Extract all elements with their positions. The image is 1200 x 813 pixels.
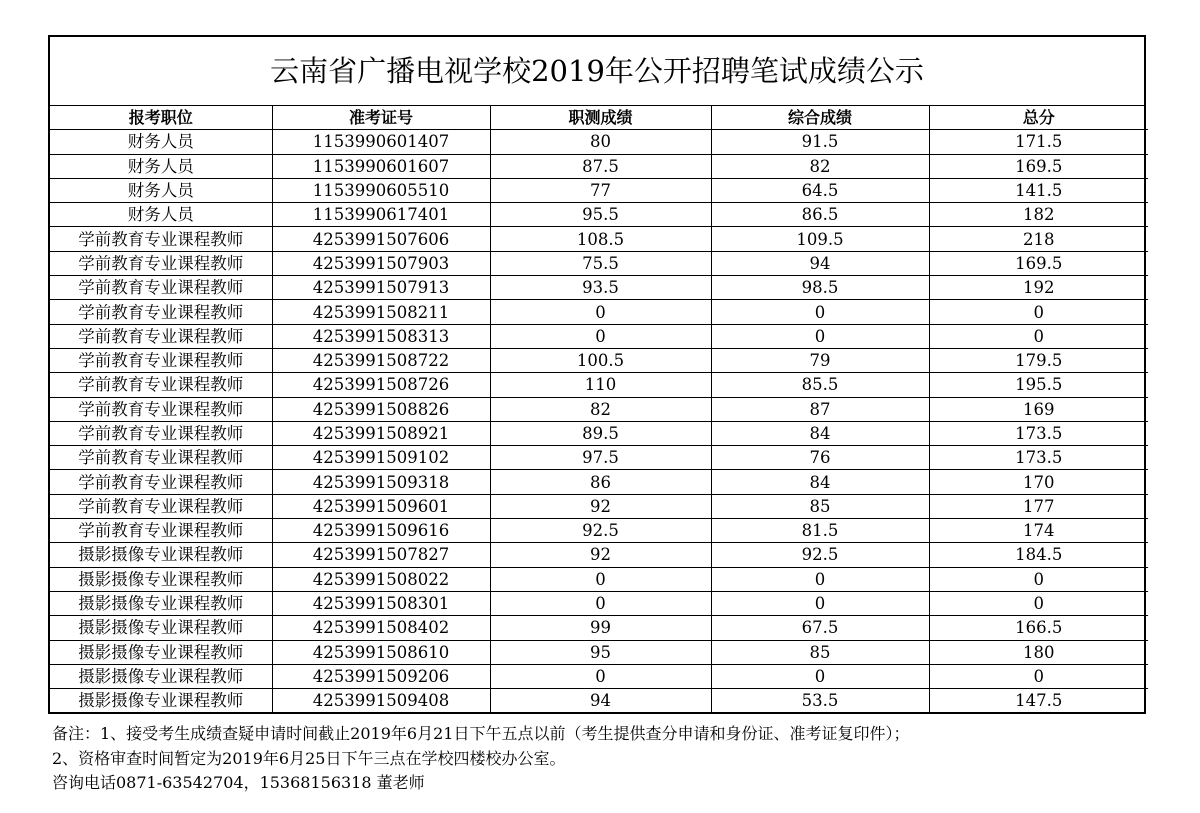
- table-row: [50, 446, 1148, 470]
- cell-position: 学前教育专业课程教师: [50, 519, 272, 543]
- cell-comprehensive-score: 85.5: [711, 373, 929, 397]
- cell-total-score: 0: [929, 324, 1148, 348]
- cell-aptitude-score: 0: [490, 664, 711, 688]
- cell-total-score: 141.5: [929, 178, 1148, 202]
- cell-aptitude-score: 95.5: [490, 203, 711, 227]
- cell-comprehensive-score: 84: [711, 421, 929, 445]
- cell-comprehensive-score: 82: [711, 154, 929, 178]
- cell-aptitude-score: 100.5: [490, 348, 711, 372]
- table-row: [50, 227, 1148, 251]
- table-row: [50, 640, 1148, 664]
- table-row: [50, 276, 1148, 300]
- cell-aptitude-score: 77: [490, 178, 711, 202]
- cell-total-score: 218: [929, 227, 1148, 251]
- cell-exam-id: 4253991509408: [272, 689, 490, 713]
- cell-exam-id: 4253991507903: [272, 251, 490, 275]
- cell-position: 摄影摄像专业课程教师: [50, 567, 272, 591]
- header-position: 报考职位: [50, 106, 272, 130]
- table-row: [50, 203, 1148, 227]
- table-row: [50, 397, 1148, 421]
- cell-position: 学前教育专业课程教师: [50, 324, 272, 348]
- cell-position: 摄影摄像专业课程教师: [50, 664, 272, 688]
- cell-total-score: 169.5: [929, 251, 1148, 275]
- cell-exam-id: 4253991508022: [272, 567, 490, 591]
- cell-aptitude-score: 0: [490, 591, 711, 615]
- cell-position: 学前教育专业课程教师: [50, 373, 272, 397]
- cell-aptitude-score: 93.5: [490, 276, 711, 300]
- cell-comprehensive-score: 81.5: [711, 519, 929, 543]
- cell-position: 学前教育专业课程教师: [50, 276, 272, 300]
- cell-position: 学前教育专业课程教师: [50, 300, 272, 324]
- cell-exam-id: 4253991509601: [272, 494, 490, 518]
- cell-comprehensive-score: 76: [711, 446, 929, 470]
- cell-position: 学前教育专业课程教师: [50, 227, 272, 251]
- contact-line: 咨询电话0871-63542704，15368156318 董老师: [52, 773, 425, 792]
- note-line-2: 2、资格审查时间暂定为2019年6月25日下午三点在学校四楼校办公室。: [52, 748, 566, 768]
- cell-comprehensive-score: 64.5: [711, 178, 929, 202]
- cell-position: 摄影摄像专业课程教师: [50, 640, 272, 664]
- table-row: [50, 543, 1148, 567]
- cell-exam-id: 4253991508726: [272, 373, 490, 397]
- cell-aptitude-score: 0: [490, 567, 711, 591]
- header-comprehensive-score: 综合成绩: [711, 106, 929, 130]
- cell-position: 财务人员: [50, 203, 272, 227]
- cell-comprehensive-score: 53.5: [711, 689, 929, 713]
- cell-exam-id: 4253991509102: [272, 446, 490, 470]
- cell-exam-id: 4253991507606: [272, 227, 490, 251]
- table-row: [50, 348, 1148, 372]
- table-header-row: [50, 106, 1148, 130]
- table-row: [50, 664, 1148, 688]
- cell-exam-id: 4253991509318: [272, 470, 490, 494]
- cell-aptitude-score: 95: [490, 640, 711, 664]
- cell-comprehensive-score: 85: [711, 494, 929, 518]
- header-aptitude-score: 职测成绩: [490, 106, 711, 130]
- cell-aptitude-score: 89.5: [490, 421, 711, 445]
- cell-aptitude-score: 87.5: [490, 154, 711, 178]
- cell-exam-id: 1153990617401: [272, 203, 490, 227]
- cell-aptitude-score: 92.5: [490, 519, 711, 543]
- cell-exam-id: 4253991509206: [272, 664, 490, 688]
- cell-aptitude-score: 0: [490, 324, 711, 348]
- notes: [52, 722, 1192, 796]
- cell-total-score: 173.5: [929, 446, 1148, 470]
- cell-exam-id: 4253991508921: [272, 421, 490, 445]
- cell-aptitude-score: 108.5: [490, 227, 711, 251]
- table-row: [50, 130, 1148, 154]
- table-row: [50, 616, 1148, 640]
- cell-position: 学前教育专业课程教师: [50, 446, 272, 470]
- score-table: [50, 106, 1148, 712]
- cell-exam-id: 4253991508301: [272, 591, 490, 615]
- table-row: [50, 494, 1148, 518]
- cell-exam-id: 4253991508211: [272, 300, 490, 324]
- cell-total-score: 192: [929, 276, 1148, 300]
- page-title: 云南省广播电视学校2019年公开招聘笔试成绩公示: [50, 37, 1144, 106]
- cell-position: 学前教育专业课程教师: [50, 397, 272, 421]
- table-row: [50, 251, 1148, 275]
- cell-exam-id: 4253991508610: [272, 640, 490, 664]
- cell-position: 学前教育专业课程教师: [50, 348, 272, 372]
- cell-exam-id: 4253991508313: [272, 324, 490, 348]
- cell-aptitude-score: 80: [490, 130, 711, 154]
- cell-exam-id: 4253991508402: [272, 616, 490, 640]
- cell-position: 摄影摄像专业课程教师: [50, 591, 272, 615]
- cell-total-score: 147.5: [929, 689, 1148, 713]
- cell-position: 财务人员: [50, 130, 272, 154]
- cell-total-score: 0: [929, 300, 1148, 324]
- cell-comprehensive-score: 0: [711, 324, 929, 348]
- cell-position: 摄影摄像专业课程教师: [50, 616, 272, 640]
- cell-comprehensive-score: 85: [711, 640, 929, 664]
- cell-aptitude-score: 92: [490, 494, 711, 518]
- cell-comprehensive-score: 94: [711, 251, 929, 275]
- cell-total-score: 169: [929, 397, 1148, 421]
- table-row: [50, 178, 1148, 202]
- cell-aptitude-score: 82: [490, 397, 711, 421]
- cell-position: 学前教育专业课程教师: [50, 494, 272, 518]
- table-row: [50, 591, 1148, 615]
- table-row: [50, 470, 1148, 494]
- cell-total-score: 179.5: [929, 348, 1148, 372]
- cell-position: 财务人员: [50, 178, 272, 202]
- cell-comprehensive-score: 0: [711, 300, 929, 324]
- cell-comprehensive-score: 79: [711, 348, 929, 372]
- cell-total-score: 174: [929, 519, 1148, 543]
- cell-exam-id: 1153990601407: [272, 130, 490, 154]
- cell-aptitude-score: 94: [490, 689, 711, 713]
- table-row: [50, 421, 1148, 445]
- cell-exam-id: 4253991509616: [272, 519, 490, 543]
- cell-aptitude-score: 0: [490, 300, 711, 324]
- cell-exam-id: 4253991507827: [272, 543, 490, 567]
- score-sheet: [48, 35, 1146, 714]
- table-row: [50, 324, 1148, 348]
- cell-aptitude-score: 99: [490, 616, 711, 640]
- cell-comprehensive-score: 67.5: [711, 616, 929, 640]
- cell-comprehensive-score: 109.5: [711, 227, 929, 251]
- cell-total-score: 171.5: [929, 130, 1148, 154]
- cell-total-score: 0: [929, 591, 1148, 615]
- cell-exam-id: 4253991508722: [272, 348, 490, 372]
- cell-exam-id: 4253991508826: [272, 397, 490, 421]
- cell-position: 摄影摄像专业课程教师: [50, 689, 272, 713]
- cell-exam-id: 1153990601607: [272, 154, 490, 178]
- cell-aptitude-score: 97.5: [490, 446, 711, 470]
- cell-comprehensive-score: 0: [711, 664, 929, 688]
- cell-comprehensive-score: 0: [711, 591, 929, 615]
- cell-comprehensive-score: 0: [711, 567, 929, 591]
- cell-total-score: 166.5: [929, 616, 1148, 640]
- cell-total-score: 184.5: [929, 543, 1148, 567]
- cell-total-score: 170: [929, 470, 1148, 494]
- cell-comprehensive-score: 86.5: [711, 203, 929, 227]
- cell-position: 学前教育专业课程教师: [50, 251, 272, 275]
- table-row: [50, 373, 1148, 397]
- table-row: [50, 519, 1148, 543]
- cell-total-score: 182: [929, 203, 1148, 227]
- table-row: [50, 300, 1148, 324]
- cell-comprehensive-score: 84: [711, 470, 929, 494]
- cell-aptitude-score: 86: [490, 470, 711, 494]
- cell-comprehensive-score: 92.5: [711, 543, 929, 567]
- cell-total-score: 0: [929, 567, 1148, 591]
- cell-aptitude-score: 75.5: [490, 251, 711, 275]
- cell-aptitude-score: 110: [490, 373, 711, 397]
- header-total-score: 总分: [929, 106, 1148, 130]
- cell-comprehensive-score: 87: [711, 397, 929, 421]
- table-row: [50, 689, 1148, 713]
- cell-total-score: 0: [929, 664, 1148, 688]
- table-row: [50, 154, 1148, 178]
- cell-position: 财务人员: [50, 154, 272, 178]
- cell-aptitude-score: 92: [490, 543, 711, 567]
- cell-exam-id: 4253991507913: [272, 276, 490, 300]
- cell-comprehensive-score: 98.5: [711, 276, 929, 300]
- cell-total-score: 177: [929, 494, 1148, 518]
- cell-comprehensive-score: 91.5: [711, 130, 929, 154]
- header-exam-id: 准考证号: [272, 106, 490, 130]
- cell-position: 摄影摄像专业课程教师: [50, 543, 272, 567]
- cell-position: 学前教育专业课程教师: [50, 421, 272, 445]
- cell-total-score: 180: [929, 640, 1148, 664]
- cell-total-score: 169.5: [929, 154, 1148, 178]
- cell-total-score: 173.5: [929, 421, 1148, 445]
- table-row: [50, 567, 1148, 591]
- cell-total-score: 195.5: [929, 373, 1148, 397]
- cell-position: 学前教育专业课程教师: [50, 470, 272, 494]
- note-line-1: 备注：1、接受考生成绩查疑申请时间截止2019年6月21日下午五点以前（考生提供查分申请和身份证、准考证复印件）；: [52, 724, 910, 743]
- cell-exam-id: 1153990605510: [272, 178, 490, 202]
